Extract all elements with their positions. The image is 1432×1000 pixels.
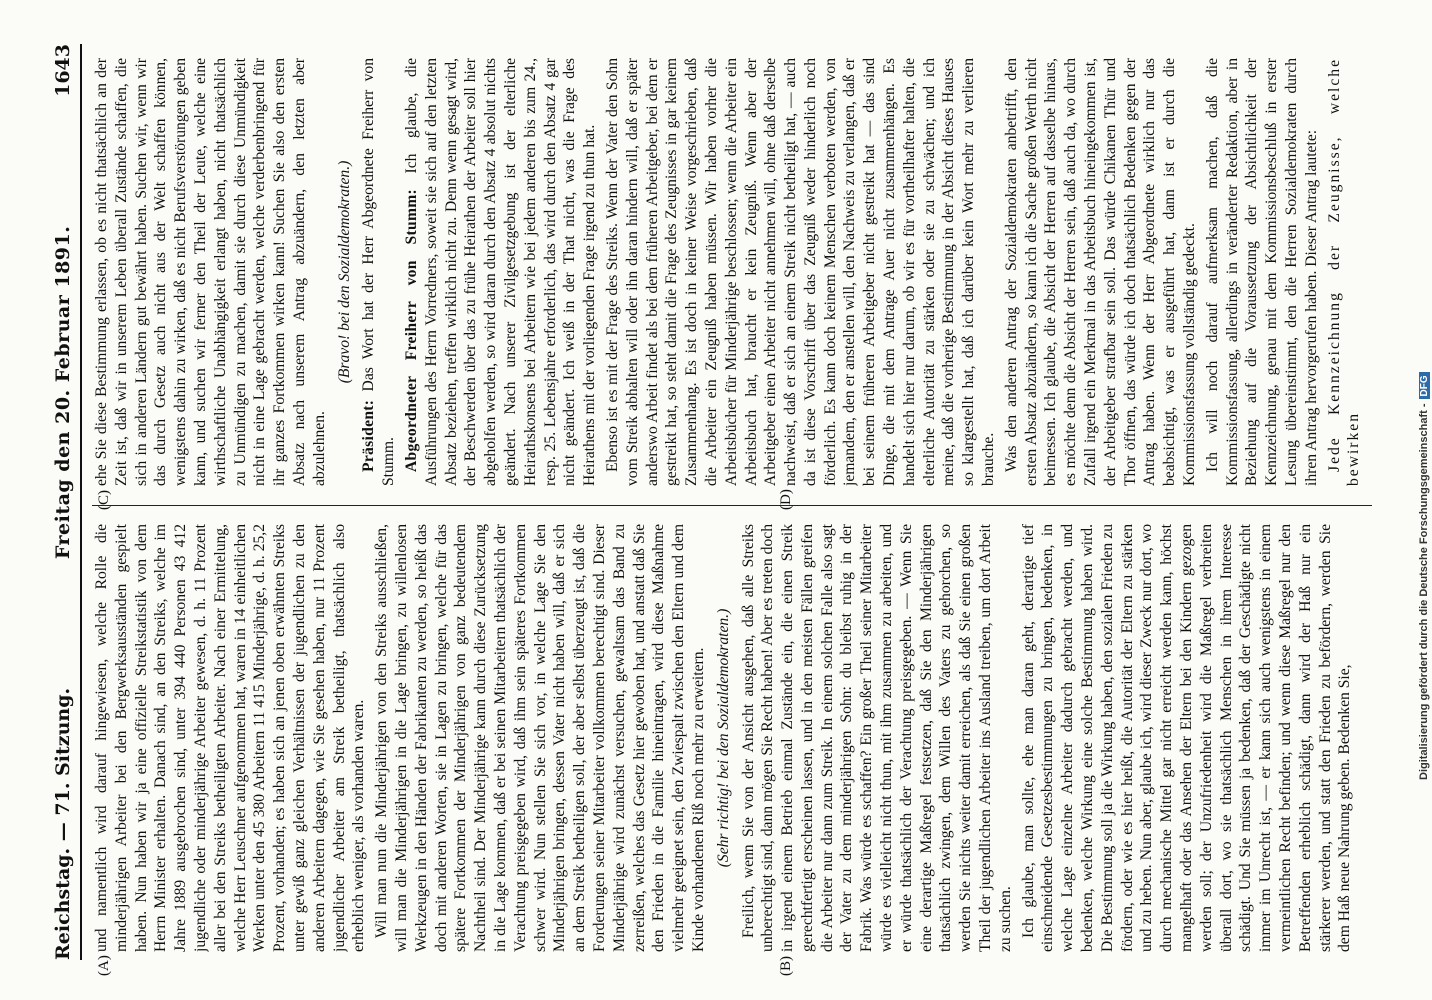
- dfg-credit: [1418, 372, 1430, 780]
- speaker-stumm: Abgeordneter Freiherr von Stumm:: [402, 188, 420, 472]
- running-head: [46, 44, 82, 960]
- right-paragraph-4: Ebenso ist es mit der Frage des Streiks. Wenn der Vater den Sohn vom Streik abhalten will oder ihn daran hindern will, daß er später anderswo Arbeit findet als bei dem früheren Arbeitgeber, bei dem er gestreikt hat, so steht damit die Frage des Zeugnisses in gar keinem Zusammenhang. Es ist doch in keiner Weise vorgeschrieben, daß die Arbeiter ein Zeugniß haben müssen. Wir haben vorher die Arbeitsbücher für Minderjährige beschlossen; wenn die Arbeiter ein Arbeitsbuch hat, braucht er kein Zeugniß. Wenn aber der Arbeitgeber einen Arbeiter nicht annehmen will, ohne daß derselbe nachweist, daß er sich an einem Streik nicht betheiligt hat, — auch da ist diese Vorschrift über das Zeugniß weder hinderlich noch förderlich. Es kann doch keinem Menschen verboten werden, von jemandem, den er anstellen will, den Nachweis zu verlangen, daß er bei seinem früheren Arbeitgeber nicht gestreikt hat — das sind Dinge, die mit dem Antrage Auer nicht zusammenhängen. Es handelt sich hier nur darum, ob wir es für vortheilhafter halten, die elterliche Autorität zu stärken oder sie zu schwächen; und ich meine, daß die vorherige Bestimmung in der Absicht dieses Hauses so klargestellt hat, daß ich darüber kein Wort mehr zu verlieren brauche.: [603, 58, 998, 486]
- right-column: [92, 58, 1378, 486]
- page-number: 1643: [52, 44, 74, 97]
- page-content-rotated: [36, 20, 1396, 980]
- right-paragraph-5: Was den anderen Antrag der Sozialdemokraten anbetrifft, den ersten Absatz abzuändern, so kann ich die Sache großen Werth nicht beimessen. Ich glaube, die Absicht der Herren auf dasselbe hinaus, es möchte denn die Absicht der Herren sein, daß auch da, wo durch Zufall irgend ein Merkmal in das Arbeitsbuch hineingekommen ist, der Arbeitgeber strafbar sein soll. Das würde Chikanen Thür und Thor öffnen, das würde ich doch thatsächlich Bedenken gegen der Antrag haben. Wenn der Herr Abgeordnete wirklich nur das beabsichtigt, was er ausgeführt hat, dann ist er durch die Kommissionsfassung vollständig gedeckt.: [1002, 58, 1199, 486]
- left-column: [92, 524, 1378, 952]
- right-interjection: (Bravo! bei den Sozialdemokraten.): [335, 160, 353, 384]
- margin-marker-a: (A): [96, 955, 112, 976]
- president-paragraph: [359, 58, 399, 486]
- left-paragraph-2: Will man nun die Minderjährigen von den Streiks ausschließen, will man die Minderjährigen in die Lage bringen, zu willenlosen Werkzeugen in den Händen der Fabrikanten zu werden, so heißt das doch mit anderen Worten, sie in Lagen zu bringen, welche für das spätere Fortkommen der Minderjährigen von ganz bedeutendem Nachtheil sind. Der Minderjährige kann durch diese Zurücksetzung in die Lage kommen, daß er bei seinen Mitarbeitern thatsächlich der Verachtung preisgegeben wird, daß ihm sein späteres Fortkommen schwer wird. Nun stellen Sie sich vor, in welche Lage Sie den Minderjährigen bringen, dessen Vater nicht haben will, daß er sich an dem Streik betheiligen soll, der aber selbst überzeugt ist, daß die Forderungen seiner Mitarbeiter vollkommen berechtigt sind. Dieser Minderjährige wird zunächst versuchen, gewaltsam das Band zu zerreißen, welches das Gesetz hier gewoben hat, und anstatt daß Sie den Frieden in die Familie hineintragen, wird diese Maßnahme vielmehr geeignet sein, den Zwiespalt zwischen den Eltern und dem Kinde vorhandenen Riß noch mehr zu erweitern.: [373, 524, 707, 952]
- stumm-paragraph: [402, 58, 600, 486]
- header-date: Freitag den 20. Februar 1891.: [52, 225, 74, 560]
- header-session: Reichstag. — 71. Sitzung.: [52, 687, 74, 960]
- left-interjection: (Sehr richtig! bei den Sozialdemokraten.): [714, 608, 732, 868]
- margin-marker-b: (B): [778, 956, 794, 976]
- speaker-president: Präsident:: [360, 399, 378, 472]
- stumm-text: Ich glaube, die Ausführungen des Herrn Vorredners, soweit sie sich auf den letzten Absatz beziehen, treffen wirklich nicht zu. Denn wenn gesagt wird, der Beschwerden über das zu frühe Heirathen der Arbeiter soll hier abgeholfen werden, so wird daran durch den Absatz 4 absolut nichts geändert. Nach unserer Zivilgesetzgebung ist der elterliche Heirathskonsens bei Arbeitern wie bei jedem anderen bis zum 24., resp. 25. Lebensjahre erforderlich, das wird durch den Absatz 4 gar nicht geändert. Ich weiß in der That nicht, was die Frage des Heirathens mit der vorliegenden Frage irgend zu thun hat.: [402, 58, 599, 486]
- left-paragraph-1: und namentlich wird darauf hingewiesen, welche Rolle die minderjährigen Arbeiter bei den Bergwerksausständen gespielt haben. Nun haben wir ja eine offizielle Streikstatistik von dem Herrn Minister erhalten. Danach sind, an den Streiks, welche im Jahre 1889 ausgebrochen sind, unter 394 440 Personen 43 412 jugendliche oder minderjährige Arbeiter gewesen, d. h. 11 Prozent aller bei den Streiks betheiligten Arbeiter. Nach einer Ermittelung, welche Herr Leuschner aufgenommen hat, waren in 14 einheitlichen Werken unter den 45 380 Arbeitern 11 415 Minderjährige, d. h. 25,2 Prozent, vorhanden; es haben sich an jenen oben erwähnten Streiks unter gewiß ganz gleichen Verhältnissen der jugendlichen zu den anderen Arbeitern dagegen, wie Sie gesehen haben, nur 11 Prozent jugendlicher Arbeiter am Streik betheiligt, thatsächlich also erheblich weniger, als vorhanden waren.: [93, 524, 368, 952]
- dfg-credit-text: Digitalisierung gefördert durch die Deutsche Forschungsgemeinschaft -: [1418, 403, 1430, 780]
- president-text: Das Wort hat der Herr Abgeordnete Freiherr von Stumm.: [360, 58, 398, 486]
- right-paragraph-6: Ich will noch darauf aufmerksam machen, daß die Kommissionsfassung, allerdings in veränderter Redaktion, aber in Beziehung auf die Voraussetzung der Absichtlichkeit der Kennzeichnung, genau mit dem Kommissionsbeschluß in erster Lesung übereinstimmt, den die Herren Sozialdemokraten durch ihren Antrag hervorgerufen haben. Dieser Antrag lautete:: [1203, 58, 1320, 486]
- right-paragraph-7: Jede Kennzeichnung der Zeugnisse, welche bewirken: [1325, 58, 1363, 486]
- right-paragraph-1: ehe Sie diese Bestimmung erlassen, ob es nicht thatsächlich an der Zeit ist, daß wir in unserem Leben überall Zustände schaffen, die sich in anderen Ländern gut bewährt haben. Suchen wir, wenn wir das durch Gesetz auch nicht aus der Welt schaffen können, wenigstens dahin zu wirken, daß es nicht Berufsverstörungen geben kann, und suchen wir ferner den Theil der Leute, welche eine wirthschaftliche Unabhängigkeit erlangt haben, nicht thatsächlich zu Unmündigen zu machen, damit sie durch diese Unmündigkeit nicht in eine Lage gebracht werden, welche verderbenbringend für ihr ganzes Fortkommen wirken kann! Suchen Sie also den ersten Absatz nach unserem Antrag abzuändern, den letzten aber abzulehnen.: [93, 58, 328, 486]
- column-divider: [92, 505, 1372, 506]
- dfg-logo: DFG: [1419, 372, 1430, 399]
- margin-marker-c: (C): [96, 490, 112, 510]
- left-paragraph-4: Ich glaube, man sollte, ehe man daran geht, derartige tief einschneidende Gesetzesbestimmungen zu bringen, bedenken, in welche Lage einzelne Arbeiter dadurch gebracht werden, und bedenken, welche Wirkung eine solche Bestimmung haben wird. Die Bestimmung soll ja die Wirkung haben, den sozialen Frieden zu fördern, oder wie es hier heißt, die Autorität der Eltern zu stärken und zu heben. Nun aber, glaube ich, wird dieser Zweck nur dort, wo durch mechanische Mittel gar nicht erreicht werden kann, höchst mangelhaft oder das Ansehen der Eltern bei den Kindern gezogen werden soll; der Unzufriedenheit wird die Maßregel verbreiten überall dort, wo sie thatsächlich Menschen in ihrem Interesse schädigt. Und Sie müssen ja bedenken, daß der Geschädigte nicht immer im Unrecht ist, — er kann sich auch wenigstens in einem vermeintlichen Recht befinden; und wenn diese Maßregel nur den Betreffenden erheblich schädigt, dann wird der Haß nur ein stärkerer werden, und statt den Frieden zu befördern, werden Sie dem Haß neue Nahrung geben. Bedenken Sie,: [1019, 524, 1354, 952]
- margin-marker-d: (D): [778, 489, 794, 510]
- left-paragraph-3: Freilich, wenn Sie von der Ansicht ausgehen, daß alle Streiks unberechtigt sind, dann mögen Sie Recht haben! Aber es treten doch in irgend einem Betrieb einmal Zustände ein, die einen Streik gerechtfertigt erscheinen lassen, und in den meisten Fällen greifen die Arbeiter nur dann zum Streik. In einem solchen Falle also sagt der Vater zu dem minderjährigen Sohn: du bleibst ruhig in der Fabrik. Was würde es schaffen? Ein großer Theil seiner Mitarbeiter würde es vielleicht nicht thun, mit ihm zusammen zu arbeiten, und er würde thatsächlich der Verachtung preisgegeben. — Wenn Sie eine derartige Maßregel festsetzen, daß Sie den Minderjährigen thatsächlich zwingen, dem Willen des Vaters zu gehorchen, so werden Sie nichts weiter damit erreichen, als daß Sie einen großen Theil der jugendlichen Arbeiter ins Ausland treiben, um dort Arbeit zu suchen.: [739, 524, 1014, 952]
